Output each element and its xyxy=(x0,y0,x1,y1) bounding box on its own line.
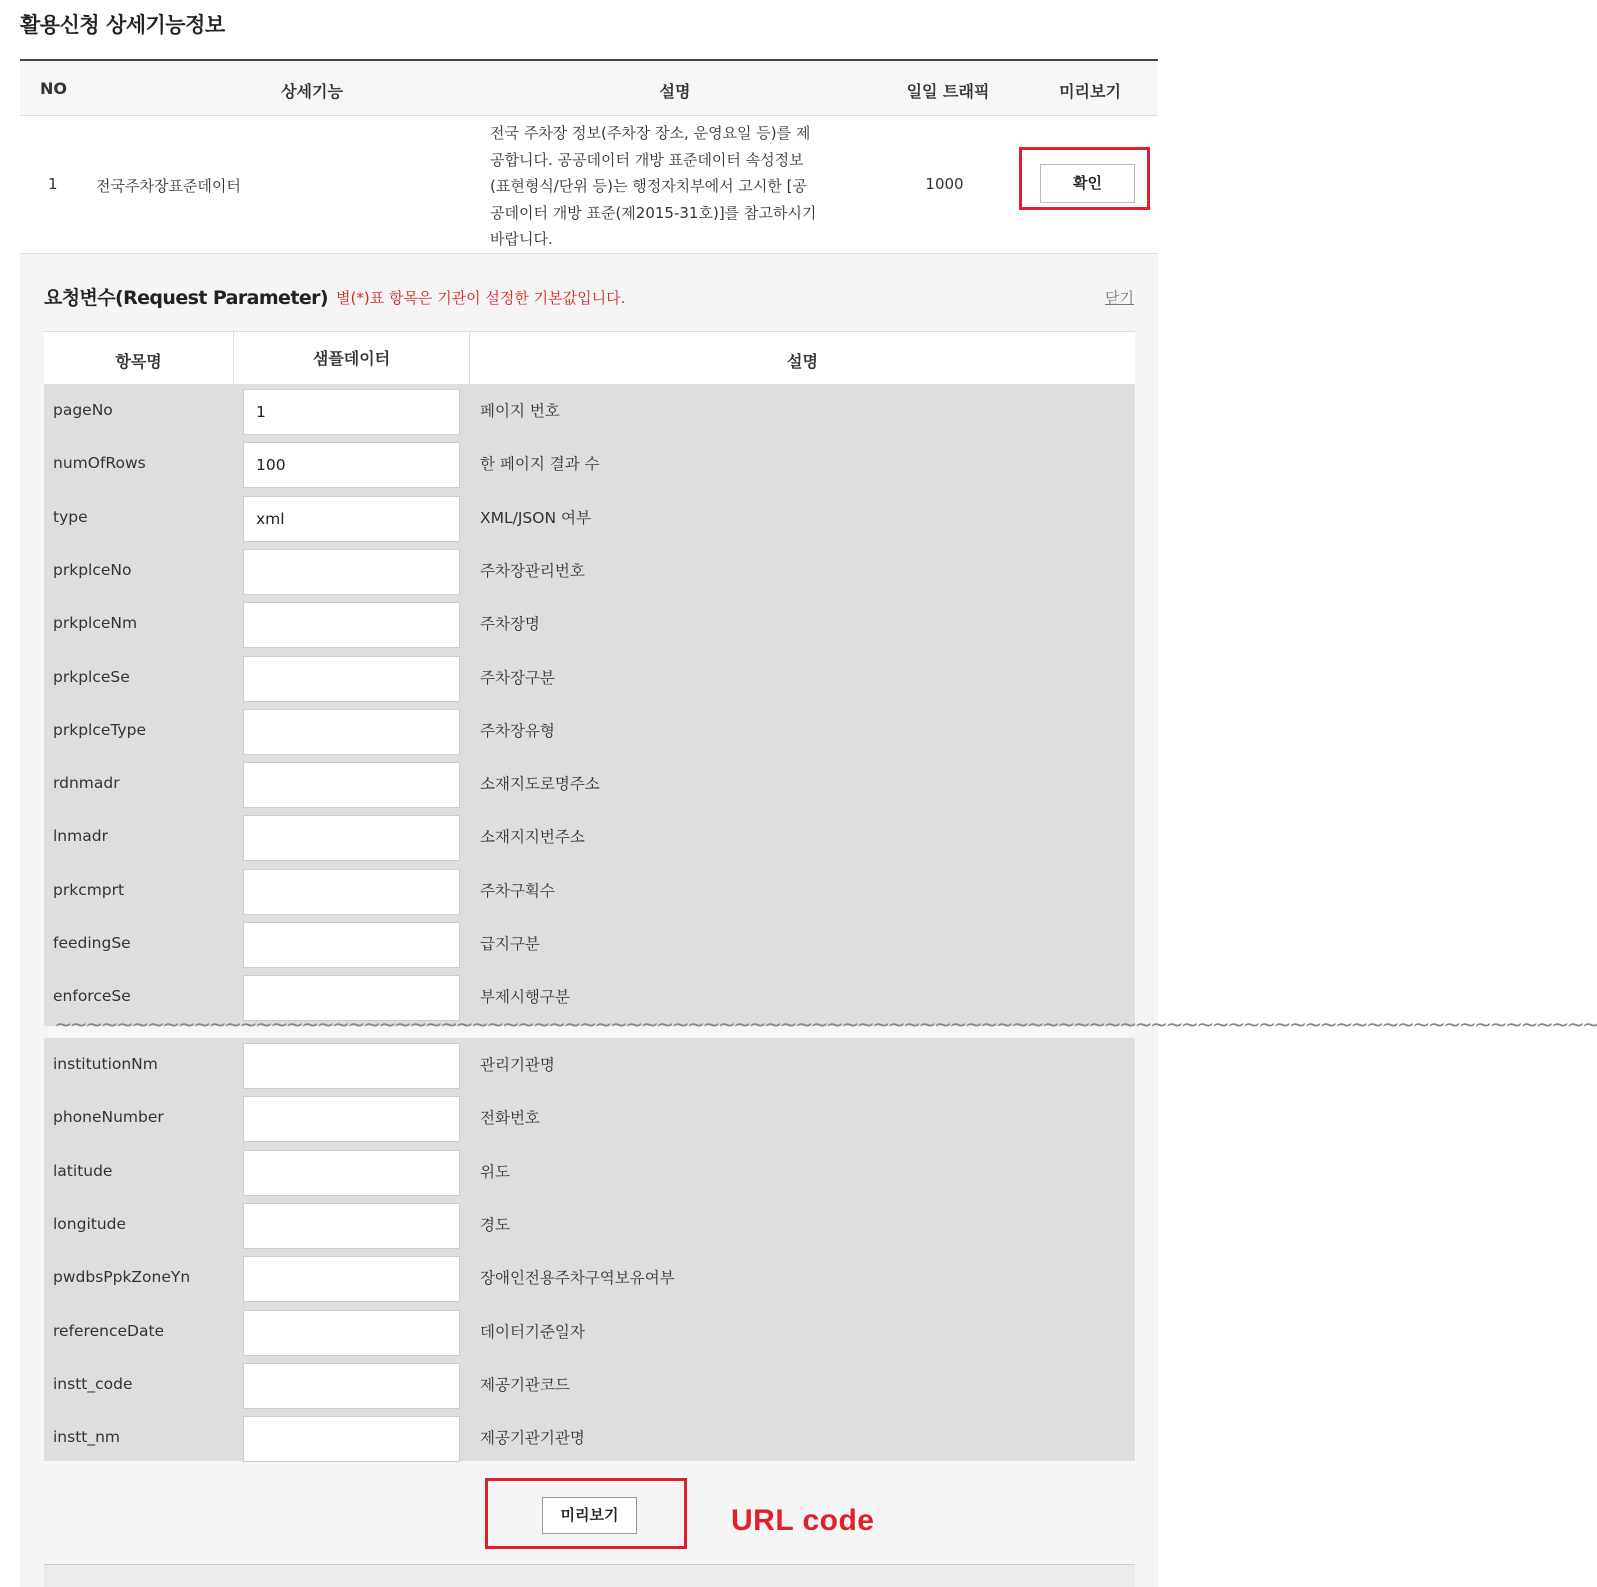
param-name: feedingSe xyxy=(53,934,131,952)
param-description: 페이지 번호 xyxy=(480,402,560,420)
table-row xyxy=(44,1305,1135,1358)
next-table-edge xyxy=(44,1564,1135,1587)
param-name: institutionNm xyxy=(53,1055,158,1073)
param-input[interactable] xyxy=(243,1310,460,1356)
table-row xyxy=(44,544,1135,597)
parameter-table-header xyxy=(44,331,1135,384)
table-row xyxy=(44,1411,1135,1464)
param-description: 제공기관코드 xyxy=(480,1375,570,1394)
param-input[interactable] xyxy=(243,1416,460,1462)
param-description: 부제시행구분 xyxy=(480,988,570,1007)
row-description-line: 공데이터 개방 표준(제2015-31호)]를 참고하시기 xyxy=(490,203,817,222)
table-row xyxy=(44,757,1135,810)
param-description: 제공기관기관명 xyxy=(480,1429,585,1448)
param-name: enforceSe xyxy=(53,987,131,1006)
param-description: 주차장유형 xyxy=(480,721,555,740)
param-name: referenceDate xyxy=(53,1321,165,1340)
param-input[interactable] xyxy=(243,1150,460,1196)
param-description: 위도 xyxy=(480,1162,510,1181)
param-input[interactable] xyxy=(243,1256,460,1302)
table-row xyxy=(44,810,1135,863)
row-no: 1 xyxy=(48,175,58,193)
header-daily-traffic: 일일 트래픽 xyxy=(906,82,990,101)
api-table-row xyxy=(20,116,1158,254)
param-input[interactable] xyxy=(243,389,460,435)
table-row xyxy=(44,491,1135,544)
param-input[interactable] xyxy=(243,869,460,915)
param-name: pwdbsPpkZoneYn xyxy=(53,1268,191,1287)
table-row xyxy=(44,1251,1135,1304)
default-value-note: 별(*)표 항목은 기관이 설정한 기본값입니다. xyxy=(336,289,626,307)
param-description: 경도 xyxy=(480,1215,510,1234)
param-input[interactable] xyxy=(243,496,460,542)
table-row xyxy=(44,1358,1135,1411)
table-row xyxy=(44,1038,1135,1091)
param-name: rdnmadr xyxy=(53,774,120,793)
request-parameter-title: 요청변수(Request Parameter) xyxy=(44,287,328,309)
table-row xyxy=(44,704,1135,757)
table-row xyxy=(44,597,1135,650)
param-name: prkplceType xyxy=(53,720,146,739)
row-function: 전국주차장표준데이터 xyxy=(96,177,241,195)
close-link[interactable]: 닫기 xyxy=(1105,289,1134,307)
request-parameter-panel xyxy=(20,254,1597,1587)
param-name: prkplceNo xyxy=(53,560,132,579)
param-name: pageNo xyxy=(53,401,113,419)
page-title: 활용신청 상세기능정보 xyxy=(20,13,225,37)
table-row xyxy=(44,1091,1135,1144)
header-preview: 미리보기 xyxy=(1059,82,1121,101)
param-description: 한 페이지 결과 수 xyxy=(480,455,600,474)
table-row xyxy=(44,1145,1135,1198)
url-code-annotation: URL code xyxy=(731,1504,875,1537)
table-row xyxy=(44,437,1135,490)
header-description: 설명 xyxy=(659,82,691,101)
header-no: NO xyxy=(40,79,67,98)
header-sample-data: 샘플데이터 xyxy=(233,332,470,385)
parameter-rows-top xyxy=(44,384,1135,1026)
param-input[interactable] xyxy=(243,1203,460,1249)
row-description-line: 공합니다. 공공데이터 개방 표준데이터 속성정보 xyxy=(490,150,804,169)
param-input[interactable] xyxy=(243,709,460,755)
param-name: lnmadr xyxy=(53,827,108,846)
param-input[interactable] xyxy=(243,922,460,968)
confirm-button[interactable]: 확인 xyxy=(1040,164,1135,203)
param-description: 장애인전용주차구역보유여부 xyxy=(480,1269,675,1288)
param-name: prkplceNm xyxy=(53,614,138,633)
table-row xyxy=(44,651,1135,704)
param-input[interactable] xyxy=(243,602,460,648)
param-description: 주차장명 xyxy=(480,615,540,634)
param-description: 데이터기준일자 xyxy=(480,1322,585,1341)
param-description: XML/JSON 여부 xyxy=(480,508,591,527)
param-description: 주차장관리번호 xyxy=(480,561,585,580)
param-input[interactable] xyxy=(243,1043,460,1089)
table-row xyxy=(44,917,1135,970)
table-row xyxy=(44,1198,1135,1251)
param-name: phoneNumber xyxy=(53,1108,164,1127)
param-input[interactable] xyxy=(243,815,460,861)
param-input[interactable] xyxy=(243,656,460,702)
param-description: 관리기관명 xyxy=(480,1056,555,1074)
param-name: prkcmprt xyxy=(53,880,125,899)
param-description: 전화번호 xyxy=(480,1109,540,1128)
row-description-line: 전국 주차장 정보(주차장 장소, 운영요일 등)를 제 xyxy=(490,124,811,142)
param-description: 주차구획수 xyxy=(480,881,555,900)
param-input[interactable] xyxy=(243,442,460,488)
header-function: 상세기능 xyxy=(281,82,343,101)
table-row xyxy=(44,384,1135,437)
api-table-header xyxy=(20,61,1158,116)
param-input[interactable] xyxy=(243,1096,460,1142)
header-param-name: 항목명 xyxy=(115,352,162,371)
param-name: longitude xyxy=(53,1214,127,1233)
row-description-line: (표현형식/단위 등)는 행정자치부에서 고시한 [공 xyxy=(490,177,807,195)
param-description: 소재지지번주소 xyxy=(480,828,585,847)
omission-wave-marker: ~~~~~~~~~~~~~~~~~~~~~~~~~~~~~~~~~~~~~~~~~~~~~~~~~~~~~~~~~~~~~~~~~~~~~~~~~~~~~~~~~~~~~~~~~~~~~~~~~~~~ xyxy=(54,1013,1597,1038)
param-description: 소재지도로명주소 xyxy=(480,775,600,794)
header-param-description: 설명 xyxy=(787,352,818,371)
row-description-line: 바랍니다. xyxy=(490,230,553,248)
param-input[interactable] xyxy=(243,1363,460,1409)
param-input[interactable] xyxy=(243,762,460,808)
param-name: prkplceSe xyxy=(53,667,130,686)
param-name: type xyxy=(53,507,88,526)
param-input[interactable] xyxy=(243,549,460,595)
preview-button[interactable]: 미리보기 xyxy=(542,1497,637,1534)
param-description: 급지구분 xyxy=(480,935,540,953)
table-row xyxy=(44,864,1135,917)
param-name: latitude xyxy=(53,1161,113,1180)
parameter-rows-bottom xyxy=(44,1038,1135,1461)
param-name: numOfRows xyxy=(53,454,146,473)
row-description xyxy=(490,120,860,253)
param-name: instt_code xyxy=(53,1374,133,1393)
param-description: 주차장구분 xyxy=(480,668,555,687)
param-name: instt_nm xyxy=(53,1428,121,1447)
row-daily-traffic: 1000 xyxy=(925,175,964,193)
